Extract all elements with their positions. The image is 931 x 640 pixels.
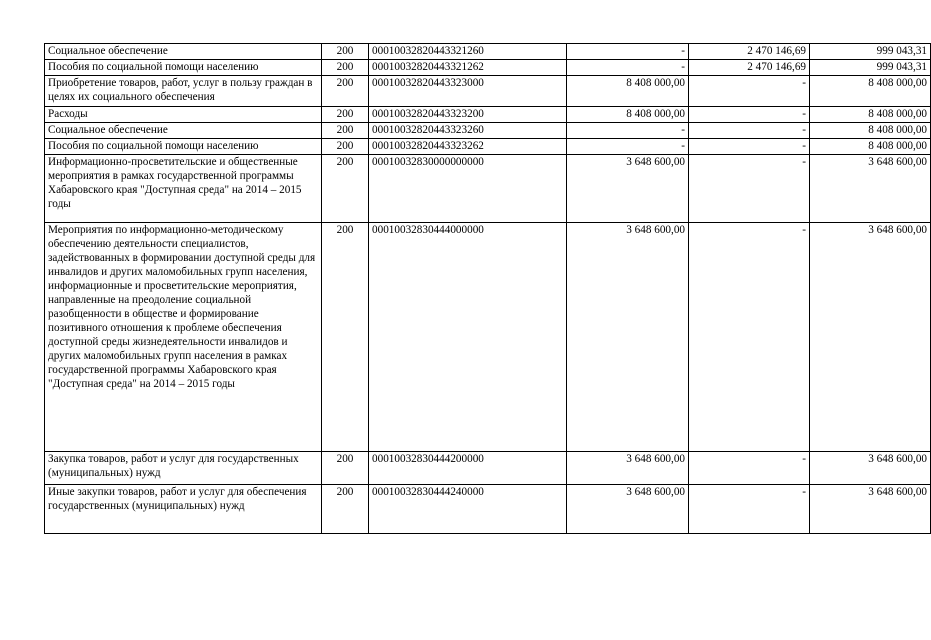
row-executed: 2 470 146,69: [689, 44, 810, 60]
row-kbk: 00010032820443323260: [369, 123, 567, 139]
row-name: Пособия по социальной помощи населению: [45, 60, 322, 76]
row-name: Мероприятия по информационно-методическому обеспечению деятельности специалистов, задействованных в формировании доступной среды для инвалидов и других маломобильных групп населения, информационные и просветительские мероприятия, направленные на преодоление социальной разобщенности в обществе и формирование позитивного отношения к проблеме обеспечения доступной среды жизнедеятельности инвалидов и других маломобильных групп населения в рамках государственной программы Хабаровского края "Доступная среда" на 2014 – 2015 годы: [45, 223, 322, 452]
row-code: 200: [322, 485, 369, 534]
row-kbk: 00010032830000000000: [369, 155, 567, 223]
row-code: 200: [322, 60, 369, 76]
row-kbk: 00010032820443323200: [369, 107, 567, 123]
table-row: [45, 452, 931, 485]
row-approved: 3 648 600,00: [567, 452, 689, 485]
table-row: [45, 155, 931, 223]
row-approved: 3 648 600,00: [567, 485, 689, 534]
row-name: Иные закупки товаров, работ и услуг для обеспечения государственных (муниципальных) нужд: [45, 485, 322, 534]
row-kbk: 00010032820443321262: [369, 60, 567, 76]
row-name: Социальное обеспечение: [45, 123, 322, 139]
row-name: Закупка товаров, работ и услуг для государственных (муниципальных) нужд: [45, 452, 322, 485]
table-row: [45, 123, 931, 139]
row-code: 200: [322, 76, 369, 107]
row-approved: -: [567, 44, 689, 60]
row-kbk: 00010032820443323000: [369, 76, 567, 107]
row-name: Приобретение товаров, работ, услуг в пользу граждан в целях их социального обеспечения: [45, 76, 322, 107]
row-unexecuted: 8 408 000,00: [810, 107, 931, 123]
row-kbk: 00010032830444240000: [369, 485, 567, 534]
row-name: Информационно-просветительские и общественные мероприятия в рамках государственной программы Хабаровского края "Доступная среда" на 2014 – 2015 годы: [45, 155, 322, 223]
row-executed: 2 470 146,69: [689, 60, 810, 76]
row-kbk: 00010032820443323262: [369, 139, 567, 155]
table-row: [45, 76, 931, 107]
row-name: Расходы: [45, 107, 322, 123]
row-kbk: 00010032830444000000: [369, 223, 567, 452]
row-kbk: 00010032820443321260: [369, 44, 567, 60]
row-executed: -: [689, 223, 810, 452]
row-name: Пособия по социальной помощи населению: [45, 139, 322, 155]
table-row: [45, 107, 931, 123]
row-executed: -: [689, 107, 810, 123]
row-approved: 3 648 600,00: [567, 155, 689, 223]
row-unexecuted: 3 648 600,00: [810, 223, 931, 452]
row-unexecuted: 999 043,31: [810, 60, 931, 76]
row-name: Социальное обеспечение: [45, 44, 322, 60]
row-approved: 8 408 000,00: [567, 107, 689, 123]
table-row: [45, 485, 931, 534]
budget-execution-table: [44, 43, 931, 534]
row-approved: -: [567, 139, 689, 155]
row-code: 200: [322, 223, 369, 452]
row-unexecuted: 3 648 600,00: [810, 155, 931, 223]
row-unexecuted: 3 648 600,00: [810, 485, 931, 534]
row-executed: -: [689, 123, 810, 139]
row-executed: -: [689, 452, 810, 485]
row-unexecuted: 8 408 000,00: [810, 76, 931, 107]
row-executed: -: [689, 76, 810, 107]
row-approved: -: [567, 60, 689, 76]
row-approved: 8 408 000,00: [567, 76, 689, 107]
row-executed: -: [689, 485, 810, 534]
row-code: 200: [322, 107, 369, 123]
row-executed: -: [689, 139, 810, 155]
table-row: [45, 60, 931, 76]
row-executed: -: [689, 155, 810, 223]
row-code: 200: [322, 155, 369, 223]
table-row: [45, 44, 931, 60]
row-code: 200: [322, 452, 369, 485]
row-unexecuted: 8 408 000,00: [810, 139, 931, 155]
table-row: [45, 139, 931, 155]
row-unexecuted: 999 043,31: [810, 44, 931, 60]
row-kbk: 00010032830444200000: [369, 452, 567, 485]
row-unexecuted: 8 408 000,00: [810, 123, 931, 139]
row-code: 200: [322, 123, 369, 139]
row-code: 200: [322, 139, 369, 155]
row-unexecuted: 3 648 600,00: [810, 452, 931, 485]
row-approved: 3 648 600,00: [567, 223, 689, 452]
table-row: [45, 223, 931, 452]
row-approved: -: [567, 123, 689, 139]
row-code: 200: [322, 44, 369, 60]
